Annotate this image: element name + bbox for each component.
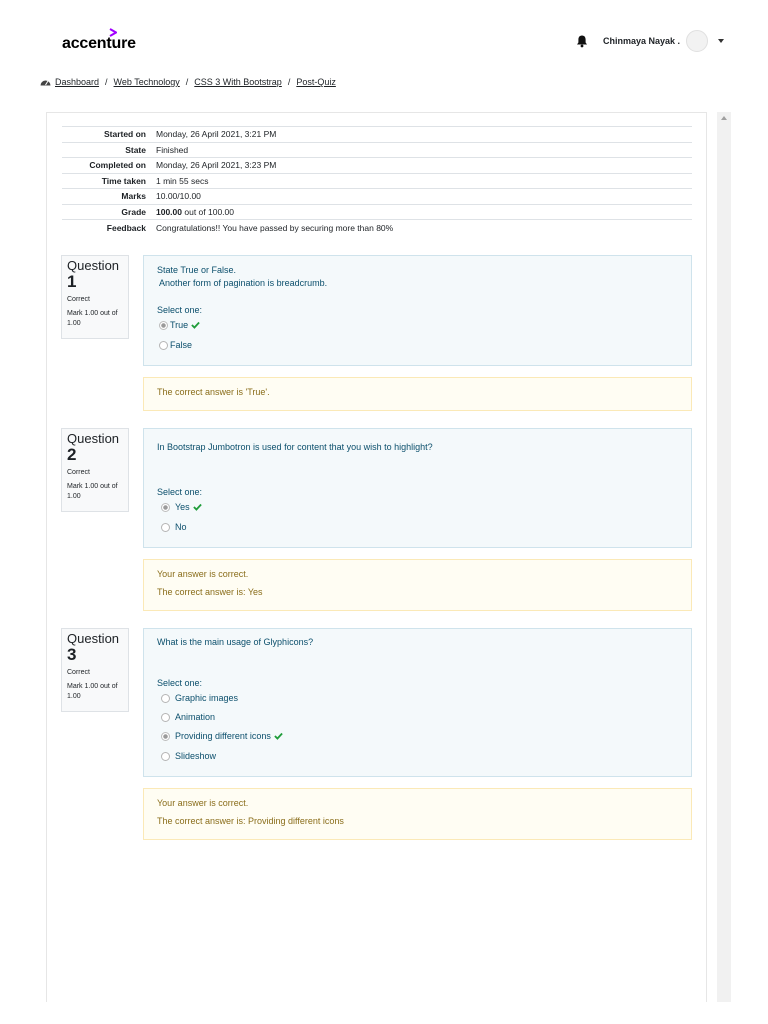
check-icon [191, 321, 200, 329]
check-icon [274, 732, 283, 740]
scroll-up-arrow-icon[interactable] [721, 116, 727, 120]
summary-value: Congratulations!! You have passed by securing more than 80% [156, 222, 394, 233]
question-1-info [61, 255, 129, 339]
check-icon [193, 503, 202, 511]
radio-button[interactable] [161, 752, 170, 761]
dashboard-icon [40, 77, 51, 87]
bell-icon[interactable] [575, 34, 589, 48]
table-row [62, 220, 692, 236]
question-2-feedback [143, 559, 692, 611]
question-text: Another form of pagination is breadcrumb. [159, 278, 328, 288]
breadcrumb-separator: / [287, 77, 291, 87]
answer-option[interactable] [161, 693, 238, 703]
quiz-review-card [46, 112, 707, 1002]
brand-chevron-icon [109, 28, 117, 37]
question-status: Correct [67, 669, 90, 676]
breadcrumb-css3-bootstrap[interactable]: CSS 3 With Bootstrap [194, 77, 282, 87]
table-row [62, 204, 692, 220]
summary-label: Feedback [106, 222, 146, 233]
question-mark: Mark 1.00 out of 1.00 [67, 483, 118, 500]
radio-button[interactable] [161, 523, 170, 532]
option-label: Graphic images [175, 693, 239, 703]
radio-button[interactable] [161, 713, 170, 722]
question-3-feedback [143, 788, 692, 840]
breadcrumb [40, 77, 336, 87]
brand-name: accenture [62, 35, 136, 52]
breadcrumb-post-quiz[interactable]: Post-Quiz [296, 77, 336, 87]
question-2-info [61, 428, 129, 512]
summary-value: 10.00/10.00 [156, 191, 201, 202]
option-label: Animation [175, 712, 216, 722]
chevron-down-icon[interactable] [718, 39, 724, 43]
question-text: What is the main usage of Glyphicons? [157, 637, 314, 647]
feedback-text: The correct answer is: Providing different icons [157, 816, 344, 826]
feedback-text: The correct answer is: Yes [157, 587, 263, 597]
scrollbar[interactable] [717, 112, 731, 1002]
summary-value [154, 204, 692, 220]
summary-label: Time taken [101, 175, 146, 186]
breadcrumb-separator: / [105, 77, 108, 87]
summary-label: Started on [103, 129, 146, 140]
summary-label: Marks [121, 191, 146, 202]
question-number: 2 [67, 445, 77, 464]
answer-option[interactable] [161, 522, 187, 532]
select-one-prompt: Select one: [157, 487, 203, 497]
table-row [62, 142, 692, 158]
summary-label: Grade [121, 206, 146, 217]
answer-option[interactable] [161, 712, 215, 722]
question-status: Correct [67, 296, 90, 303]
breadcrumb-separator: / [185, 77, 189, 87]
question-title: Question [67, 431, 120, 446]
question-2-formulation [143, 428, 692, 548]
radio-button[interactable] [159, 321, 168, 330]
table-row [62, 127, 692, 143]
accenture-logo[interactable] [62, 28, 152, 54]
user-avatar[interactable] [686, 30, 708, 52]
answer-option[interactable] [159, 340, 192, 350]
option-label: Providing different icons [175, 731, 271, 741]
question-3-info [61, 628, 129, 712]
attempt-summary-table [62, 126, 692, 235]
radio-button[interactable] [159, 341, 168, 350]
radio-button[interactable] [161, 694, 170, 703]
question-mark: Mark 1.00 out of 1.00 [67, 310, 118, 327]
option-label: True [170, 320, 189, 330]
radio-button[interactable] [161, 503, 170, 512]
user-name[interactable]: Chinmaya Nayak . [602, 36, 680, 46]
question-title: Question [67, 631, 120, 646]
feedback-text: Your answer is correct. [157, 798, 249, 808]
summary-value: Monday, 26 April 2021, 3:21 PM [156, 129, 277, 140]
question-1-formulation [143, 255, 692, 366]
question-number: 3 [67, 645, 77, 664]
question-text: In Bootstrap Jumbotron is used for content that you wish to highlight? [157, 442, 433, 452]
summary-value: Monday, 26 April 2021, 3:23 PM [156, 160, 277, 171]
question-mark: Mark 1.00 out of 1.00 [67, 683, 118, 700]
answer-option[interactable] [161, 751, 216, 761]
feedback-text: Your answer is correct. [157, 569, 249, 579]
feedback-text: The correct answer is 'True'. [157, 387, 270, 397]
question-3-formulation [143, 628, 692, 777]
answer-option[interactable] [159, 320, 200, 330]
question-text: State True or False. [157, 265, 237, 275]
user-menu[interactable] [575, 30, 724, 52]
question-number: 1 [67, 272, 77, 291]
option-label: False [170, 340, 193, 350]
option-label: Slideshow [175, 751, 217, 761]
radio-button[interactable] [161, 732, 170, 741]
answer-option[interactable] [161, 731, 283, 741]
breadcrumb-web-technology[interactable]: Web Technology [113, 77, 180, 87]
select-one-prompt: Select one: [157, 305, 203, 315]
table-row [62, 173, 692, 189]
breadcrumb-dashboard[interactable]: Dashboard [55, 77, 100, 87]
summary-value: 1 min 55 secs [156, 175, 209, 186]
question-1-feedback [143, 377, 692, 411]
grade-value: 100.00 [156, 206, 182, 217]
answer-option[interactable] [161, 502, 202, 512]
summary-label: State [125, 144, 146, 155]
option-label: Yes [175, 502, 190, 512]
table-row [62, 158, 692, 174]
option-label: No [175, 522, 187, 532]
summary-label: Completed on [89, 160, 146, 171]
summary-value: Finished [156, 144, 189, 155]
question-status: Correct [67, 469, 90, 476]
question-title: Question [67, 258, 120, 273]
grade-out-of: out of 100.00 [182, 206, 234, 217]
select-one-prompt: Select one: [157, 678, 203, 688]
table-row [62, 189, 692, 205]
